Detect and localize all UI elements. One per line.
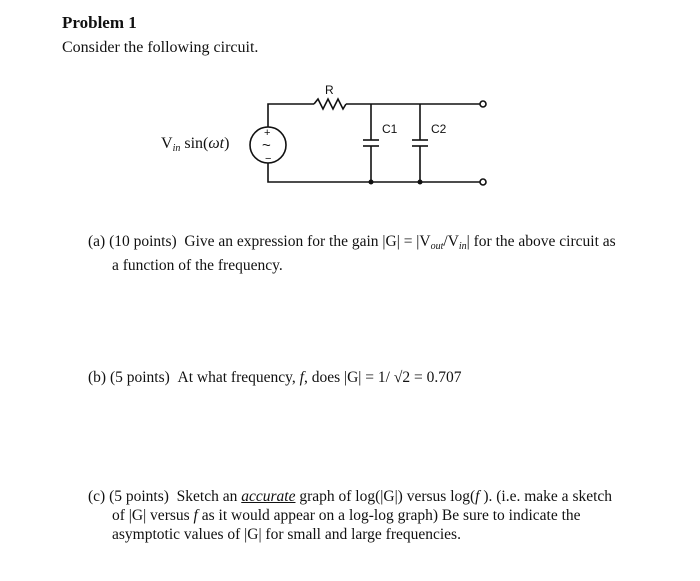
- source-label: $V_{in}$ sin(ωt): [161, 135, 230, 154]
- cap2-label: C2: [431, 122, 447, 136]
- resistor-label: R: [325, 83, 334, 97]
- wire-bottom: [268, 163, 480, 182]
- terminal-top: [480, 101, 486, 107]
- question-a-line2: a function of the frequency.: [112, 257, 283, 274]
- source-tilde: ~: [262, 137, 271, 154]
- question-c: (c) (5 points) Sketch an accurate graph of log(|G|) versus log(f ). (i.e. make a sketch of |G| versus f as it would appear on a log-log graph) Be sure to indicate the asymptotic values of |G| for small and large frequencies.: [88, 487, 663, 544]
- resistor-symbol: [314, 99, 346, 109]
- problem-title: Problem 1: [62, 13, 137, 32]
- intro-text: Consider the following circuit.: [62, 39, 259, 56]
- terminal-bottom: [480, 179, 486, 185]
- question-b: (b) (5 points) At what frequency, f, does |G| = 1/ √2 = 0.707: [88, 369, 462, 386]
- source-plus: +: [264, 127, 271, 139]
- junction-c1-bottom: [369, 180, 374, 185]
- question-c-line2: of |G| versus f as it would appear on a log-log graph) Be sure to indicate the: [112, 507, 581, 524]
- wire-top-left: [268, 104, 314, 127]
- question-a: (a) (10 points) Give an expression for the gain $|G| = |V_{out}/V_{in}|$ for the above circuit as a function of the frequency.: [88, 232, 663, 275]
- gain-expression: |G| = 1/ √2 = 0.707: [344, 369, 462, 386]
- accurate-emphasis: accurate: [241, 488, 296, 505]
- junction-c2-bottom: [418, 180, 423, 185]
- source-minus: −: [265, 153, 272, 165]
- cap1-label: C1: [382, 122, 398, 136]
- question-c-line3: asymptotic values of |G| for small and large frequencies.: [112, 526, 461, 543]
